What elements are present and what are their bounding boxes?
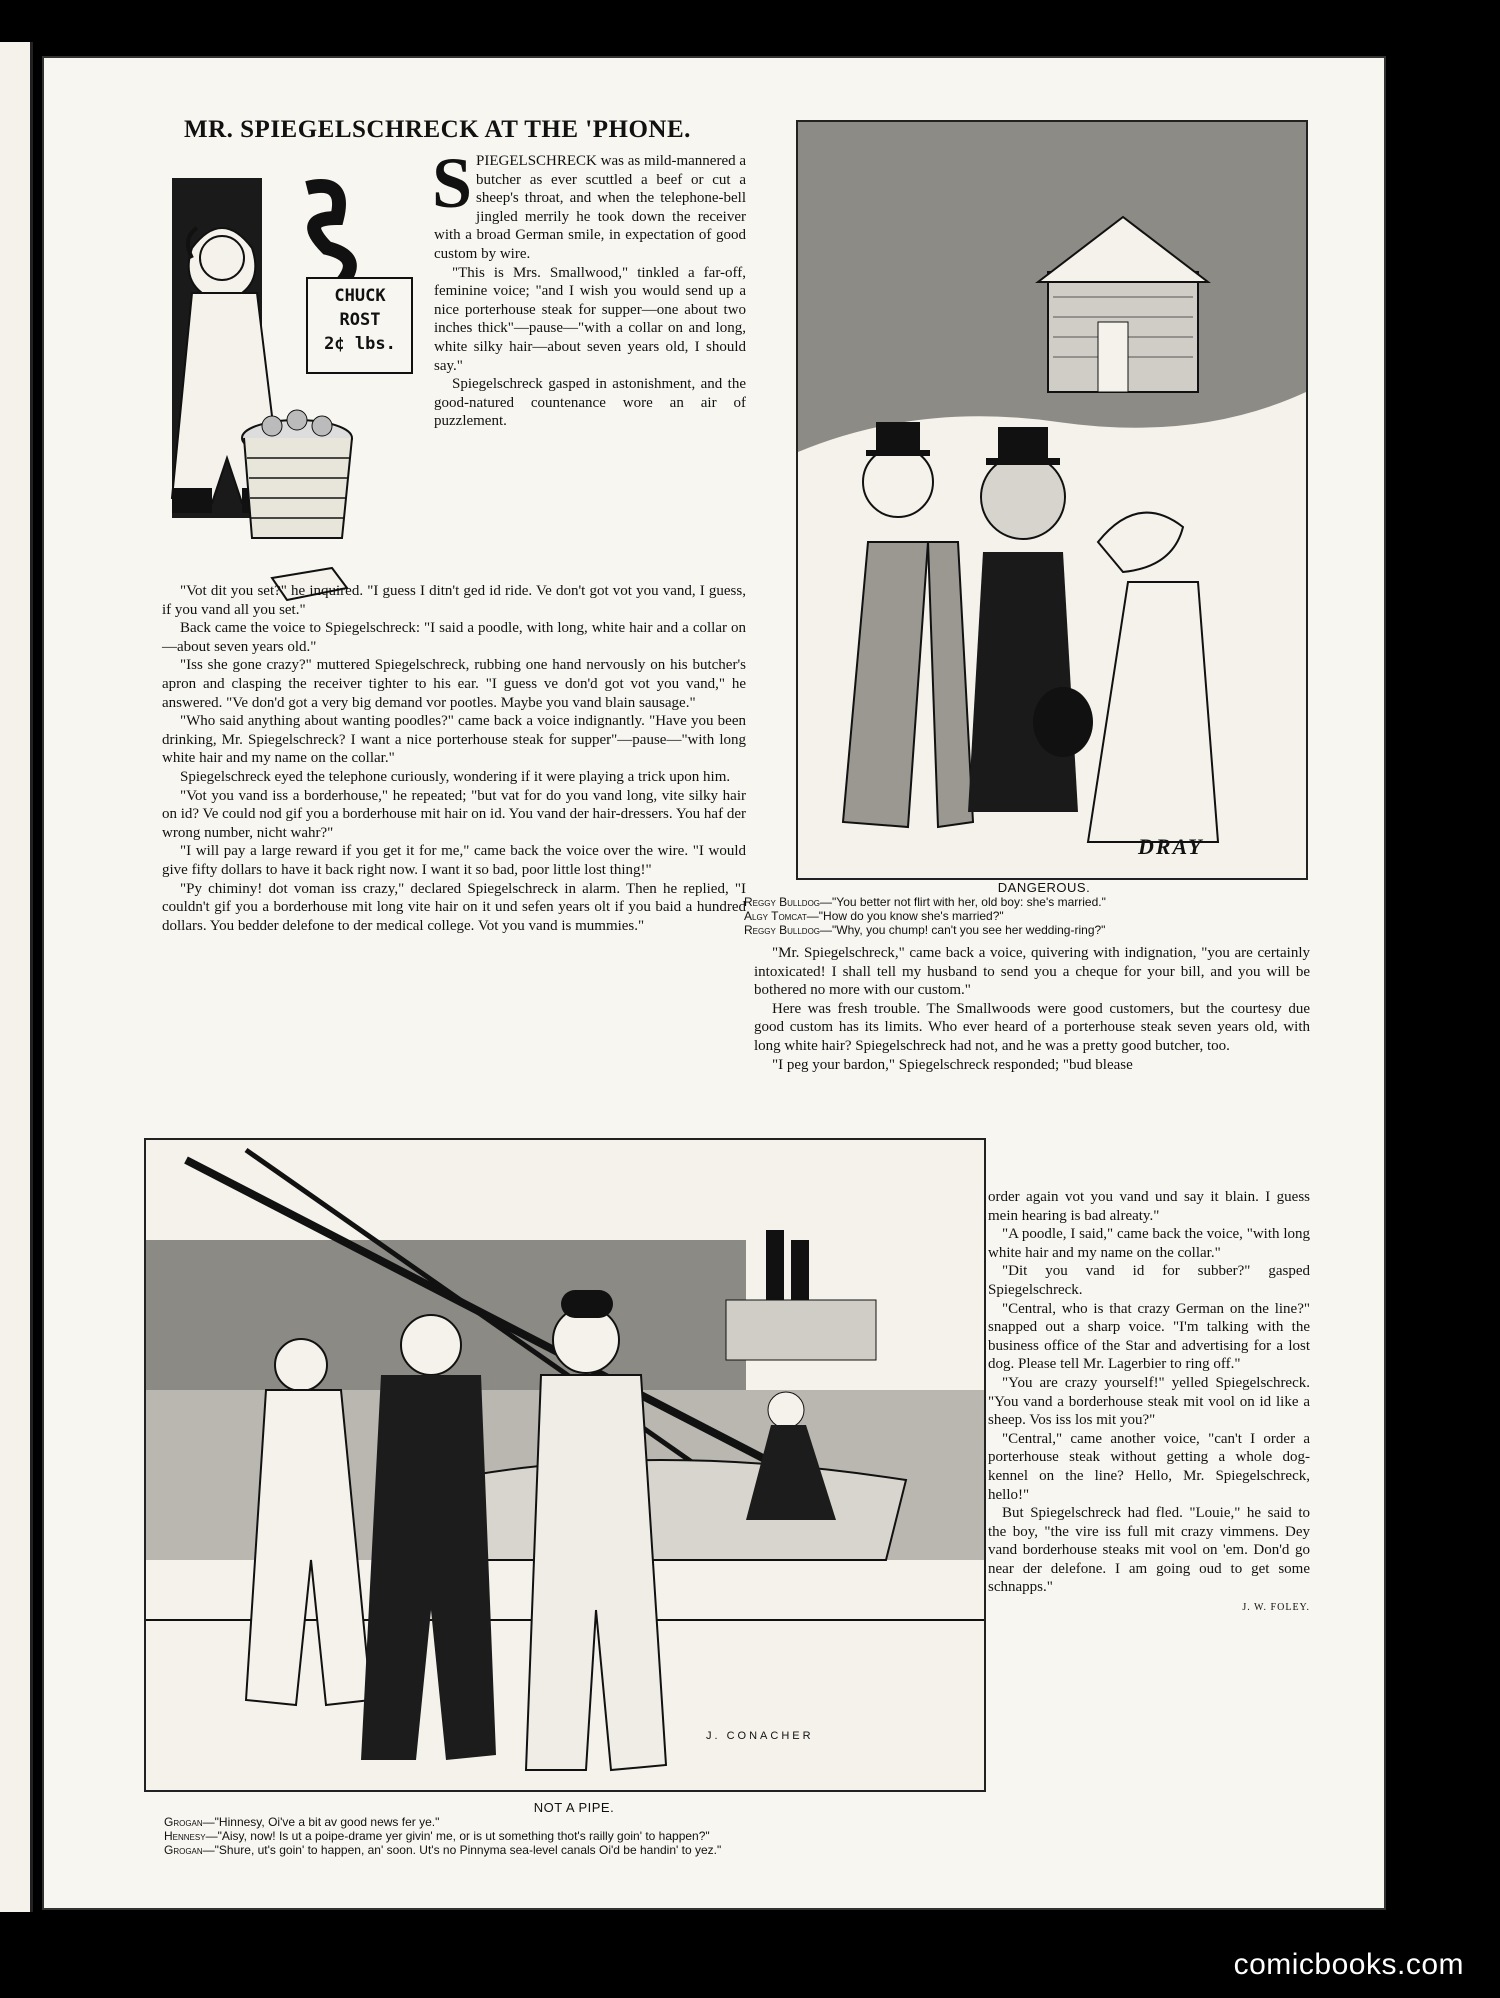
article-narrow-column bbox=[988, 1188, 1310, 1618]
not-a-pipe-caption-title: NOT A PIPE. bbox=[533, 1800, 615, 1815]
article-title: MR. SPIEGELSCHRECK AT THE 'PHONE. bbox=[184, 116, 691, 143]
dangerous-line-1: Reggy Bulldog—"You better not flirt with her, old boy: she's married." bbox=[744, 895, 1106, 909]
butcher-drawing bbox=[132, 158, 422, 628]
intro-paragraph-2: "This is Mrs. Smallwood," tinkled a far-off, feminine voice; "and I wish you would send up a nice porterhouse steak for supper—one about two inches thick"—pause—"with a collar on and long, white silky hair—about seven years old, I should say." bbox=[434, 264, 746, 374]
site-watermark: comicbooks.com bbox=[1233, 1948, 1464, 1981]
not-a-pipe-line-3: Grogan—"Shure, ut's goin' to happen, an' soon. Ut's no Pinnyma sea-level canals Oi'd be handin' to yez." bbox=[164, 1843, 722, 1857]
dangerous-signature: DRAY bbox=[1138, 834, 1204, 859]
narrow-paragraph-5: "You are crazy yourself!" yelled Spiegelschreck. "You vand a borderhouse steak mit vool on id like a sheep. Vos iss los mit you?" bbox=[988, 1374, 1310, 1429]
not-a-pipe-line-2: Hennesy—"Aisy, now! Is ut a poipe-drame yer givin' me, or is ut something thot's railly goin' to happen?" bbox=[164, 1829, 710, 1843]
narrow-paragraph-4: "Central, who is that crazy German on the line?" snapped out a sharp voice. "I'm talking with the business office of the Star and advertising for a lost dog. Please tell Mr. Lagerbier to ring off." bbox=[988, 1300, 1310, 1373]
not-a-pipe-signature: J. CONACHER bbox=[706, 1730, 814, 1742]
left-paragraph-2: Back came the voice to Spiegelschreck: "I said a poodle, with long, white hair and a collar on—about seven years old." bbox=[162, 620, 746, 655]
not-a-pipe-line-1: Grogan—"Hinnesy, Oi've a bit av good news fer ye." bbox=[164, 1815, 440, 1829]
narrow-paragraph-1: order again vot you vand und say it blain. I guess mein hearing is bad alreaty." bbox=[988, 1189, 1310, 1224]
sign-line-2: ROST bbox=[339, 310, 381, 330]
right-paragraph-1: "Mr. Spiegelschreck," came back a voice, quivering with indignation, "you are certainly intoxicated! I shall tell my husband to send you a cheque for your bill, and you will be bothered no more with our custom." bbox=[754, 945, 1310, 999]
dangerous-caption bbox=[744, 880, 1344, 937]
price-sign bbox=[310, 284, 410, 356]
drop-cap: S bbox=[432, 143, 473, 223]
article-right-column bbox=[754, 944, 1310, 1074]
narrow-paragraph-7: But Spiegelschreck had fled. "Louie," he said to the boy, "the vire iss full mit crazy vimmens. Dey vand borderhouse steaks mit vool on 'em. Don'd go near der delefone. I am going oud to get some schnapps." bbox=[988, 1505, 1310, 1596]
left-paragraph-8: "Py chiminy! dot voman iss crazy," declared Spiegelschreck in alarm. Then he replied, "I couldn't gif you a borderhouse mit long vite hair on it und sefen years olt if you baid a hundred dollars. You bedder delefone to der medical college. Vot you vand is mummies." bbox=[162, 880, 746, 934]
sign-line-1: CHUCK bbox=[334, 286, 386, 306]
narrow-paragraph-6: "Central," came another voice, "can't I order a porterhouse steak without getting a whole dog-kennel on the line? Hello, Mr. Spiegelschreck, hello!" bbox=[988, 1430, 1310, 1503]
left-paragraph-3: "Iss she gone crazy?" muttered Spiegelschreck, rubbing one hand nervously on his butcher's apron and clasping the receiver tighter to his ear. "I guess ve don'd got vot you vand," he answered. "Ve don'd got a very big demand vor pootles. Maybe you vand blain sausage." bbox=[162, 657, 746, 711]
not-a-pipe-drawing bbox=[146, 1140, 984, 1790]
butcher-illustration bbox=[132, 158, 422, 628]
article-intro-column bbox=[432, 143, 747, 431]
left-paragraph-6: "Vot you vand iss a borderhouse," he repeated; "but vat for do you vand long, vite silky hair on id? Ve could nod gif you a borderhouse mit hair on id. You vand der hair-dressers. You haf der wrong number, nicht wahr?" bbox=[162, 787, 746, 841]
right-paragraph-2: Here was fresh trouble. The Smallwoods were good customers, but the courtesy due good custom has its limits. Who ever heard of a porterhouse steak seven years old, with long white hair? Spiegelschreck had not, and he was a pretty good butcher, too. bbox=[754, 1000, 1310, 1054]
narrow-paragraph-2: "A poodle, I said," came back the voice, "with long white hair and my name on the collar." bbox=[988, 1226, 1310, 1261]
dangerous-line-2: Algy Tomcat—"How do you know she's married?" bbox=[744, 909, 1004, 923]
not-a-pipe-cartoon bbox=[144, 1138, 986, 1792]
byline: J. W. FOLEY. bbox=[1242, 1602, 1310, 1614]
narrow-paragraph-3: "Dit you vand id for subber?" gasped Spiegelschreck. bbox=[988, 1263, 1310, 1298]
left-paragraph-7: "I will pay a large reward if you get it for me," came back the voice over the wire. "I would give fifty dollars to have it back right now. I want it so bad, poor little lost thing!" bbox=[162, 843, 746, 878]
facing-page-edge bbox=[0, 42, 33, 1912]
not-a-pipe-caption bbox=[164, 1800, 984, 1857]
magazine-page bbox=[44, 58, 1384, 1908]
intro-paragraph-3: Spiegelschreck gasped in astonishment, and the good-natured countenance wore an air of puzzlement. bbox=[434, 376, 746, 430]
dangerous-cartoon bbox=[796, 120, 1308, 880]
dangerous-line-3: Reggy Bulldog—"Why, you chump! can't you see her wedding-ring?" bbox=[744, 923, 1106, 937]
dangerous-drawing bbox=[798, 122, 1306, 878]
right-paragraph-3: "I peg your bardon," Spiegelschreck responded; "bud blease bbox=[772, 1056, 1133, 1073]
intro-paragraph-1: SPIEGELSCHRECK was as mild-mannered a butcher as ever scuttled a beef or cut a sheep's throat, and when the telephone-bell jingled merrily he took down the receiver with a broad German smile, in expectation of good custom by wire. bbox=[432, 143, 747, 262]
sign-line-3: 2¢ lbs. bbox=[324, 334, 396, 354]
left-paragraph-4: "Who said anything about wanting poodles?" came back a voice indignantly. "Have you been drinking, Mr. Spiegelschreck? I want a nice porterhouse steak for supper"—pause—"with long white hair and my name on the collar." bbox=[162, 713, 746, 767]
left-paragraph-1: "Vot dit you set?" he inquired. "I guess I ditn't ged id ride. Ve don't got vot you vand, I guess, if you vand all you set." bbox=[162, 583, 746, 618]
article-left-column bbox=[162, 582, 746, 935]
dangerous-caption-title: DANGEROUS. bbox=[997, 880, 1091, 895]
left-paragraph-5: Spiegelschreck eyed the telephone curiously, wondering if it were playing a trick upon him. bbox=[180, 768, 731, 785]
